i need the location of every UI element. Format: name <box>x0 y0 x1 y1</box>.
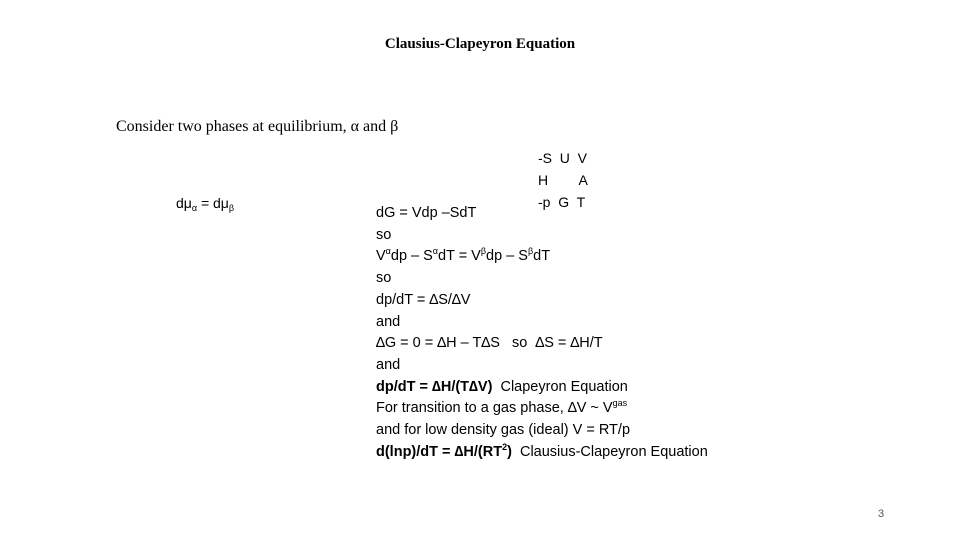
page-number: 3 <box>878 508 885 520</box>
cond-d: dμ <box>176 195 192 211</box>
cc-formula-b: ) <box>507 443 512 460</box>
s3-d: α <box>432 246 438 257</box>
s3-g: dp – S <box>486 248 528 265</box>
s3-i: dT <box>533 248 551 265</box>
step-delta-g: ∆G = 0 = ∆H – T∆S so ∆S = ∆H/T <box>376 335 603 352</box>
cc-superscript: 2 <box>502 441 508 452</box>
step-and-2: and <box>376 356 401 373</box>
mnemonic-row-2: H A <box>538 172 588 188</box>
s3-a: V <box>376 248 386 265</box>
mnemonic-row-1: -S U V <box>538 150 588 166</box>
step-gibbs <box>376 203 708 225</box>
clapeyron-formula: dp/dT = ∆H/(T∆V) <box>376 378 493 395</box>
s3-b: α <box>385 246 391 257</box>
s3-f: β <box>480 246 487 257</box>
step-gas-transition <box>376 398 708 420</box>
step-so-1: so <box>376 226 392 243</box>
step-ideal-gas: and for low density gas (ideal) V = RT/p <box>376 422 631 439</box>
s3-c: dp – S <box>390 248 433 265</box>
step-clausius-clapeyron <box>376 442 708 464</box>
cond-beta: β <box>228 203 235 213</box>
derivation-steps <box>376 203 708 463</box>
step-dpdt: dp/dT = ∆S/∆V <box>376 291 471 308</box>
slide-title: Clausius-Clapeyron Equation <box>384 36 576 52</box>
equilibrium-condition <box>176 195 234 211</box>
cond-alpha: α <box>191 203 198 213</box>
mnemonic-row-3: -p G T <box>538 194 586 210</box>
s3-h: β <box>527 246 534 257</box>
cond-eq: = dμ <box>197 195 229 211</box>
clapeyron-label: Clapeyron Equation <box>492 378 628 395</box>
step-gibbs-b: T <box>467 205 477 221</box>
step-gibbs-a: dG = Vdp –Sd <box>376 205 468 221</box>
gas-superscript: gas <box>612 398 628 409</box>
step-so-2: so <box>376 270 392 287</box>
step-and-1: and <box>376 313 401 330</box>
step-phase-equality <box>376 246 708 268</box>
s3-e: dT = V <box>438 248 481 265</box>
gas-transition-text: For transition to a gas phase, ∆V ~ V <box>376 400 613 417</box>
cc-formula-a: d(lnp)/dT = ∆H/(RT <box>376 443 503 460</box>
intro-text: Consider two phases at equilibrium, α and β <box>116 118 399 135</box>
cc-label: Clausius-Clapeyron Equation <box>511 443 708 460</box>
step-clapeyron <box>376 377 708 399</box>
